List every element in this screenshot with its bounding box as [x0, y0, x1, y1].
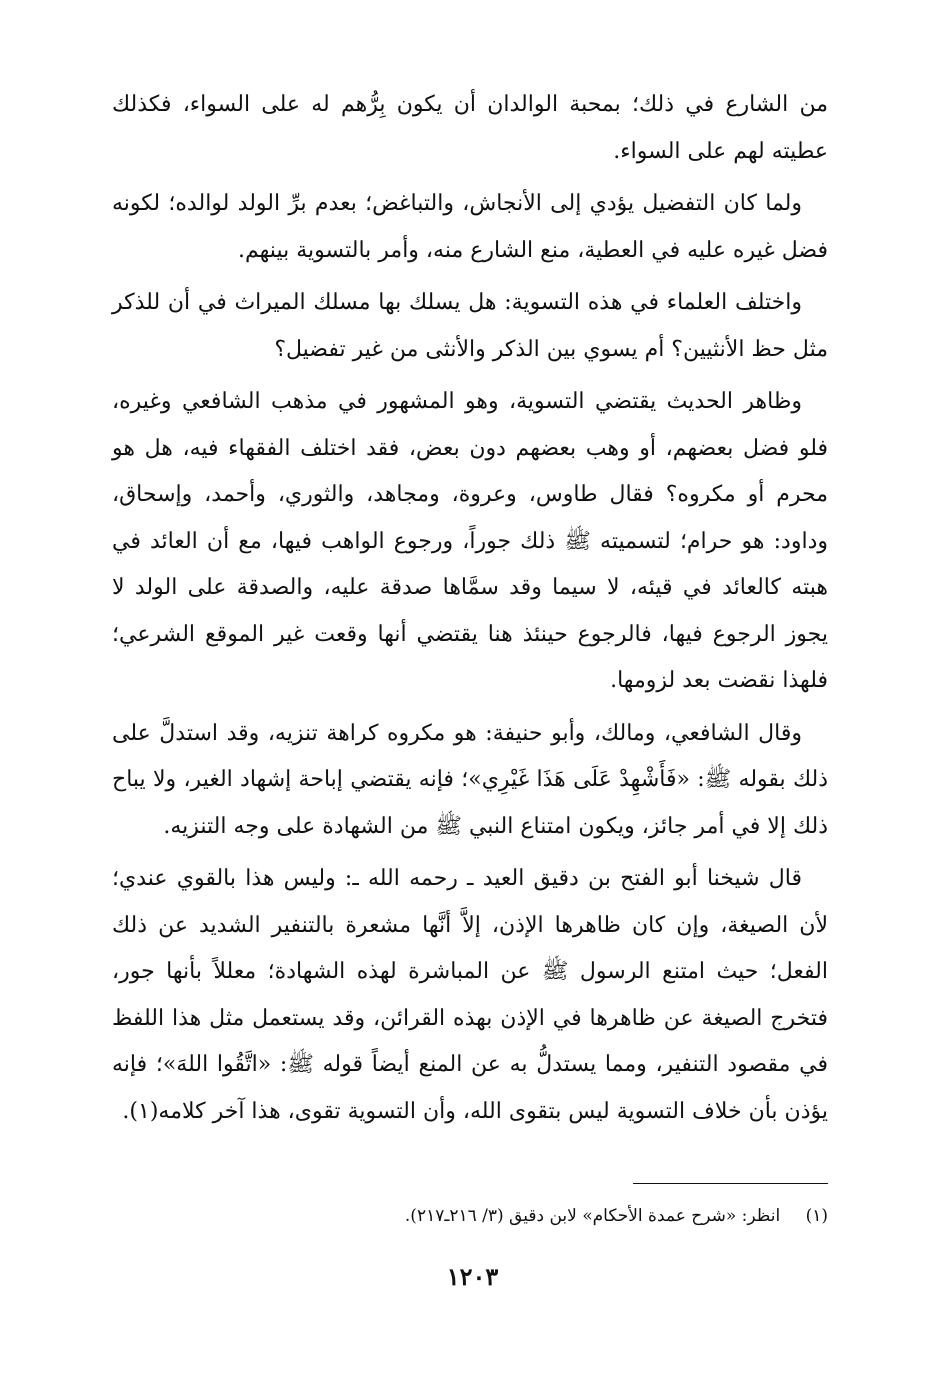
footnote-text: انظر: «شرح عمدة الأحكام» لابن دقيق (٣/ ٢١٦ـ٢١٧).	[404, 1206, 781, 1226]
paragraph-4: وظاهر الحديث يقتضي التسوية، وهو المشهور في مذهب الشافعي وغيره، فلو فضل بعضهم، أو وهب بعضهم دون بعض، فقد اختلف الفقهاء فيه، هل هو محرم أو مكروه؟ فقال طاوس، وعروة، ومجاهد، والثوري، وأحمد، وإسحاق، وداود: هو حرام؛ لتسميته ﷺ ذلك جوراً، ورجوع الواهب فيها، مع أن العائد في هبته كالعائد في قيئه، لا سيما وقد سمَّاها صدقة عليه، والصدقة على الولد لا يجوز الرجوع فيها، فالرجوع حينئذ هنا يقتضي أنها وقعت غير الموقع الشرعي؛ فلهذا نقضت بعد لزومها.	[112, 389, 828, 693]
page-body	[112, 82, 828, 1141]
paragraph-6: قال شيخنا أبو الفتح بن دقيق العيد ـ رحمه الله ـ: وليس هذا بالقوي عندي؛ لأن الصيغة، وإن كان ظاهرها الإذن، إلاَّ أنَّها مشعرة بالتنفير الشديد عن ذلك الفعل؛ حيث امتنع الرسول ﷺ عن المباشرة لهذه الشهادة؛ معللاً بأنها جور، فتخرج الصيغة عن ظاهرها في الإذن بهذه القرائن، وقد يستعمل مثل هذا اللفظ في مقصود التنفير، ومما يستدلُّ به عن المنع أيضاً قوله ﷺ: «اتَّقُوا اللهَ»؛ فإنه يؤذن بأن خلاف التسوية ليس بتقوى الله، وأن التسوية تقوى، هذا آخر كلامه(١).	[112, 866, 828, 1124]
footnote-number: (١)	[805, 1206, 828, 1226]
paragraph-1: من الشارع في ذلك؛ بمحبة الوالدان أن يكون بِرُّهم له على السواء، فكذلك عطيته لهم على السواء.	[112, 92, 828, 164]
paragraph-3: واختلف العلماء في هذه التسوية: هل يسلك بها مسلك الميراث في أن للذكر مثل حظ الأنثيين؟ أم يسوي بين الذكر والأنثى من غير تفضيل؟	[112, 290, 828, 362]
paragraph-2: ولما كان التفضيل يؤدي إلى الأنجاش، والتباغض؛ بعدم برِّ الولد لوالده؛ لكونه فضل غيره عليه في العطية، منع الشارع منه، وأمر بالتسوية بينهم.	[112, 191, 828, 263]
paragraph-5: وقال الشافعي، ومالك، وأبو حنيفة: هو مكروه كراهة تنزيه، وقد استدلَّ على ذلك بقوله ﷺ: «فَأَشْهِدْ عَلَى هَذَا غَيْرِي»؛ فإنه يقتضي إباحة إشهاد الغير، ولا يباح ذلك إلا في أمر جائز، ويكون امتناع النبي ﷺ من الشهادة على وجه التنزيه.	[112, 720, 828, 839]
footnote	[112, 1201, 828, 1231]
page-number: ١٢٠٣	[446, 1262, 499, 1291]
footnote-separator	[633, 1183, 828, 1184]
